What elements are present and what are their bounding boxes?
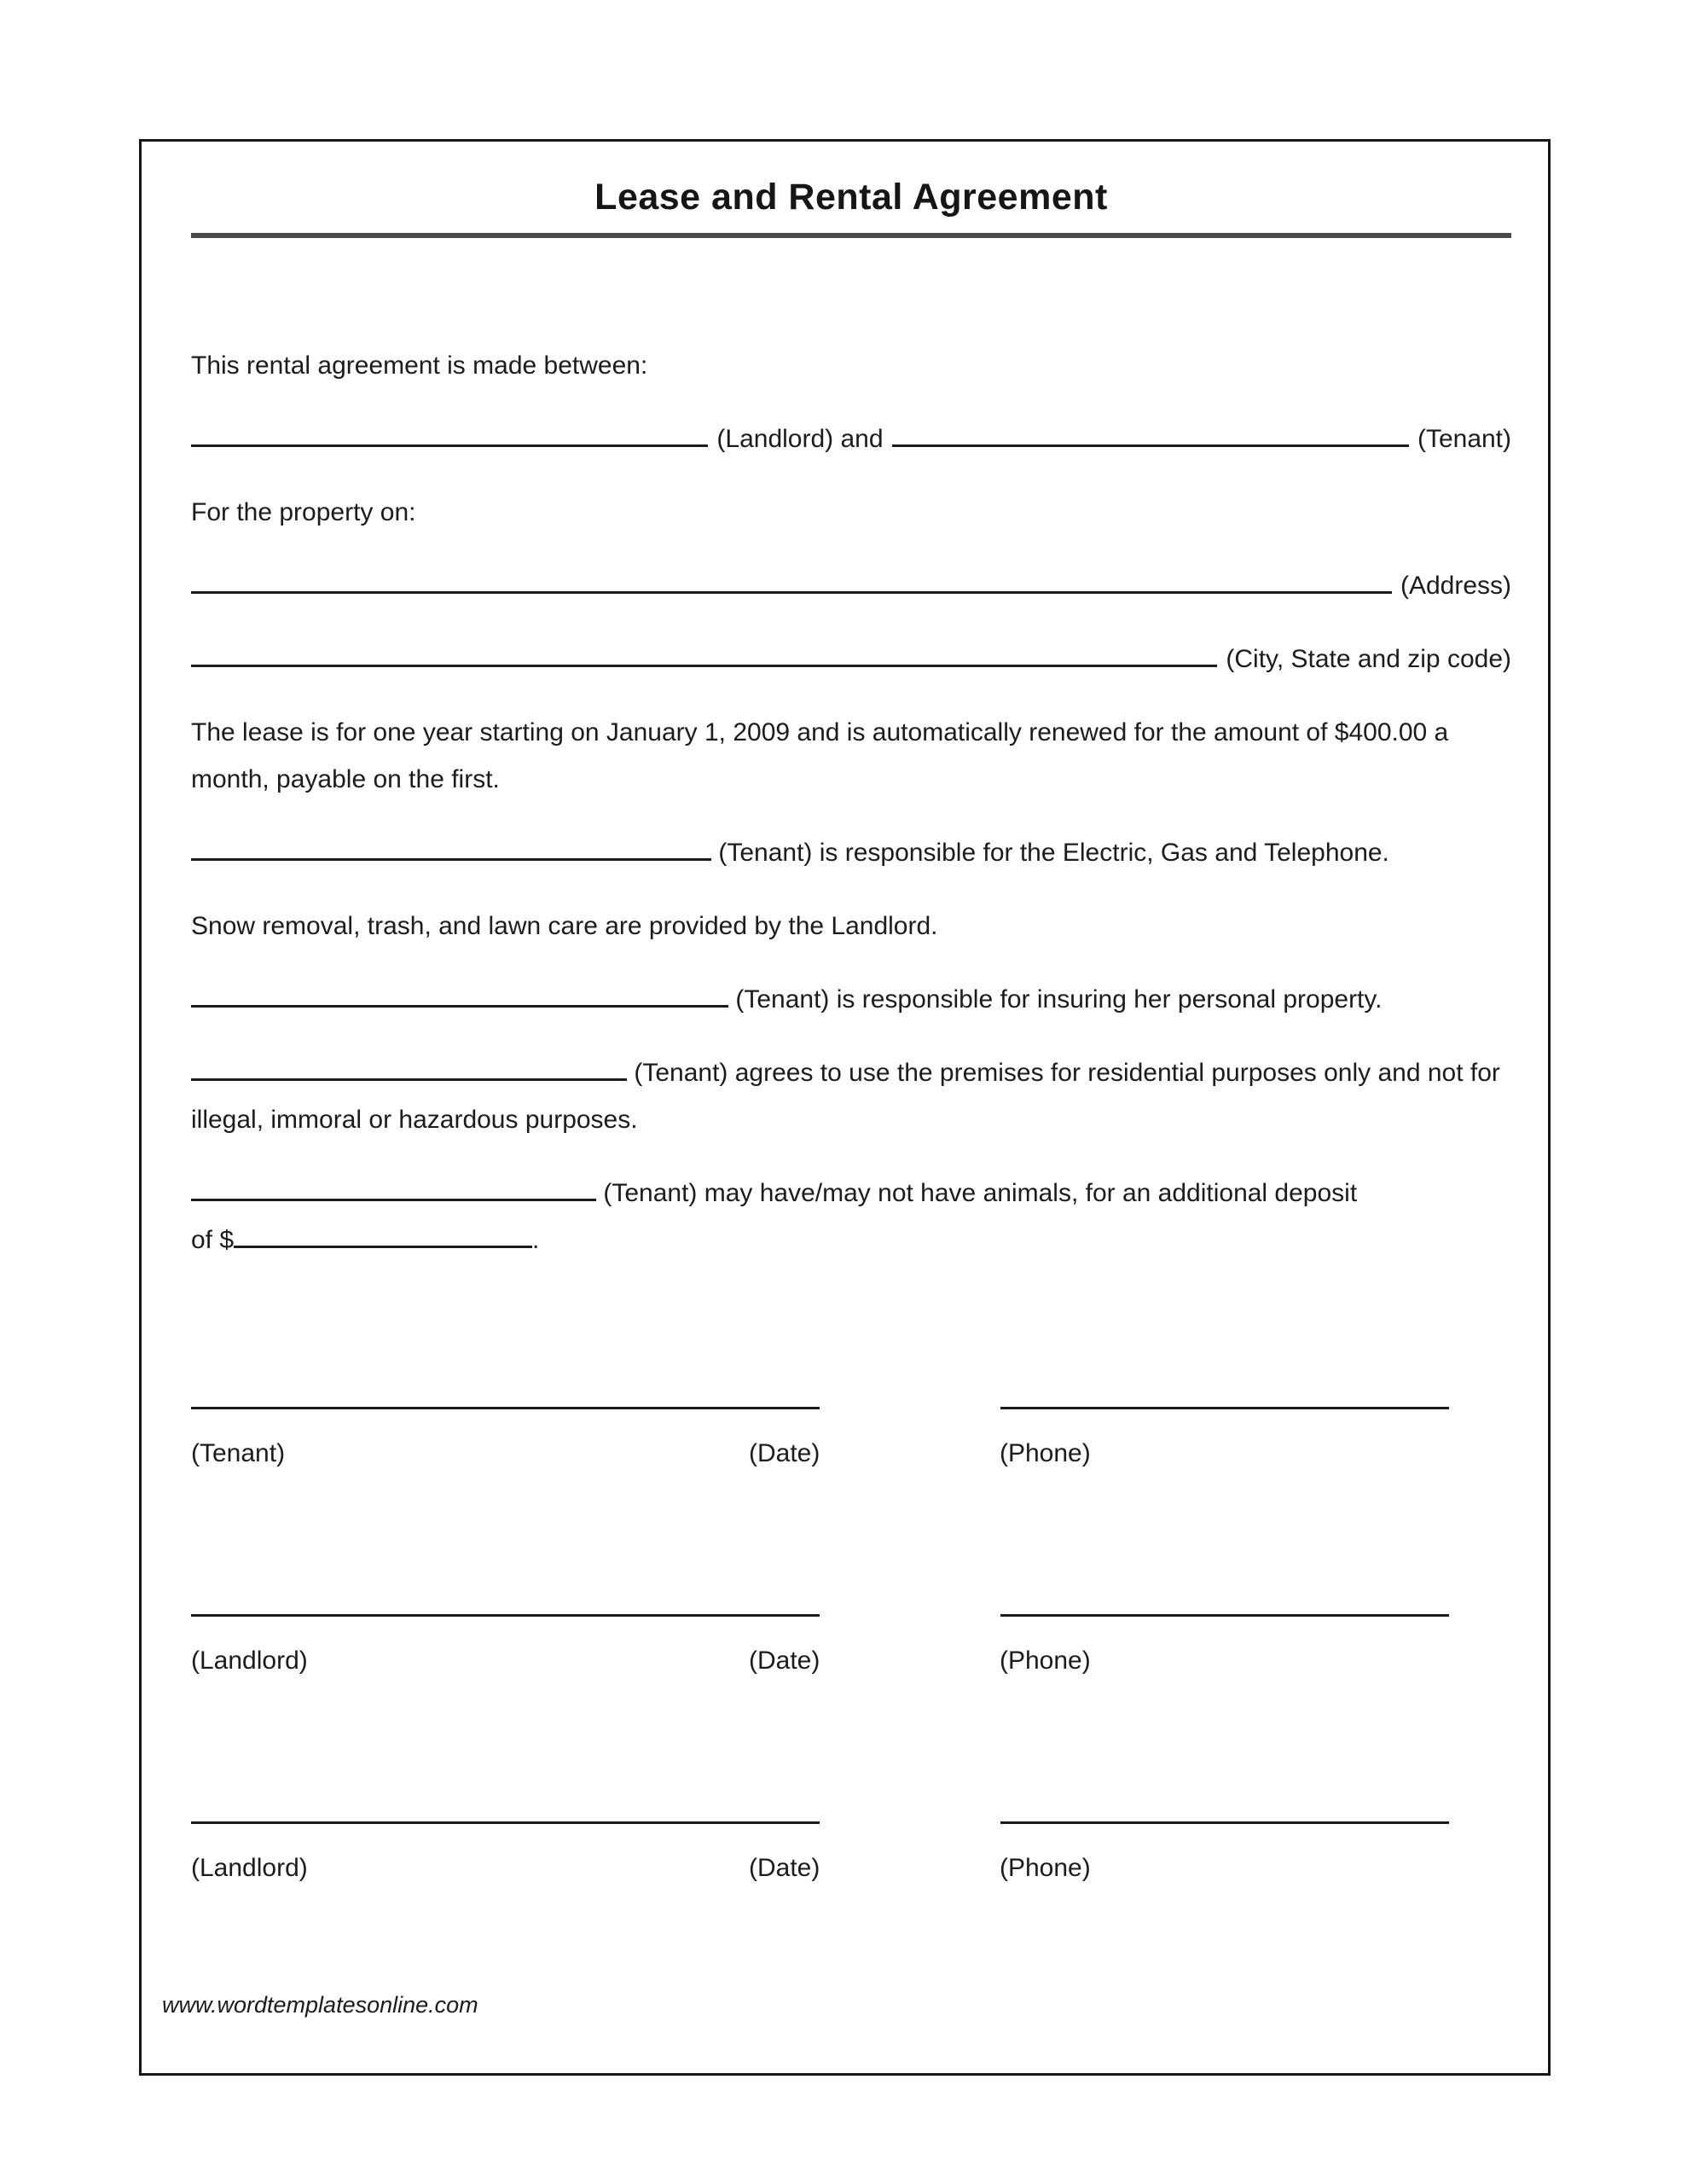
parties-line [191,415,1511,462]
insurance-tenant-blank [191,1005,728,1008]
animals-clause: (Tenant) may have/may not have animals, for an additional deposit [603,1179,1358,1207]
residential-use-clause: (Tenant) agrees to use the premises for residential purposes only and not for illegal, immoral or hazardous purposes. [191,1059,1500,1134]
tenant-label: (Tenant) [1417,425,1512,453]
insurance-line [191,976,1511,1023]
deposit-amount-blank [234,1246,532,1248]
deposit-line [191,1217,1511,1263]
signature-phone-label: (Phone) [1000,1439,1091,1467]
signature-labels-row [191,1644,1511,1678]
landlord-phone-line [1000,1821,1449,1824]
footer-website-url: www.wordtemplatesonline.com [162,1992,478,2018]
tenant-name-blank [892,444,1409,447]
address-line [191,562,1511,609]
signature-block-tenant [191,1407,1511,1471]
deposit-suffix: . [532,1226,540,1254]
utilities-line [191,829,1511,876]
city-state-zip-blank [191,665,1217,667]
signature-lines-row [191,1407,1511,1409]
utilities-tenant-blank [191,858,711,861]
residential-tenant-blank [191,1078,627,1081]
intro-text: This rental agreement is made between: [191,351,648,380]
signature-section [191,1407,1511,1885]
address-label: (Address) [1400,572,1511,600]
document-body [191,175,1511,1885]
signature-lines-row [191,1821,1511,1824]
signature-date-label: (Date) [749,1647,820,1675]
landlord-phone-line [1000,1614,1449,1617]
landlord-name-blank [191,444,708,447]
lease-terms-text: The lease is for one year starting on January 1, 2009 and is automatically renewed for the amount of $400.00 a month, payable on the first. [191,718,1449,793]
animals-tenant-blank [191,1199,596,1201]
landlord-services-text: Snow removal, trash, and lawn care are provided by the Landlord. [191,912,938,940]
city-state-zip-label: (City, State and zip code) [1226,645,1511,673]
tenant-phone-line [1000,1407,1449,1409]
signature-block-landlord-1 [191,1614,1511,1678]
insurance-clause: (Tenant) is responsible for insuring her personal property. [735,985,1383,1014]
landlord-signature-line [191,1614,820,1617]
signature-lines-row [191,1614,1511,1617]
city-state-zip-line [191,636,1511,682]
signature-date-label: (Date) [749,1854,820,1882]
residential-use-line [191,1049,1511,1143]
title-rule [191,233,1511,238]
utilities-clause: (Tenant) is responsible for the Electric, Gas and Telephone. [718,839,1389,867]
document-title: Lease and Rental Agreement [594,177,1108,218]
landlord-signature-line [191,1821,820,1824]
signature-phone-label: (Phone) [1000,1854,1091,1882]
signature-block-landlord-2 [191,1821,1511,1885]
property-intro-text: For the property on: [191,498,416,526]
signature-role-label: (Landlord) [191,1647,308,1675]
signature-date-label: (Date) [749,1439,820,1467]
deposit-prefix: of $ [191,1226,235,1254]
signature-labels-row [191,1851,1511,1885]
signature-phone-label: (Phone) [1000,1647,1091,1675]
signature-role-label: (Tenant) [191,1439,286,1467]
animals-line [191,1170,1511,1217]
signature-role-label: (Landlord) [191,1854,308,1882]
landlord-label: (Landlord) and [716,425,884,453]
signature-labels-row [191,1437,1511,1471]
address-blank [191,591,1392,594]
tenant-signature-line [191,1407,820,1409]
